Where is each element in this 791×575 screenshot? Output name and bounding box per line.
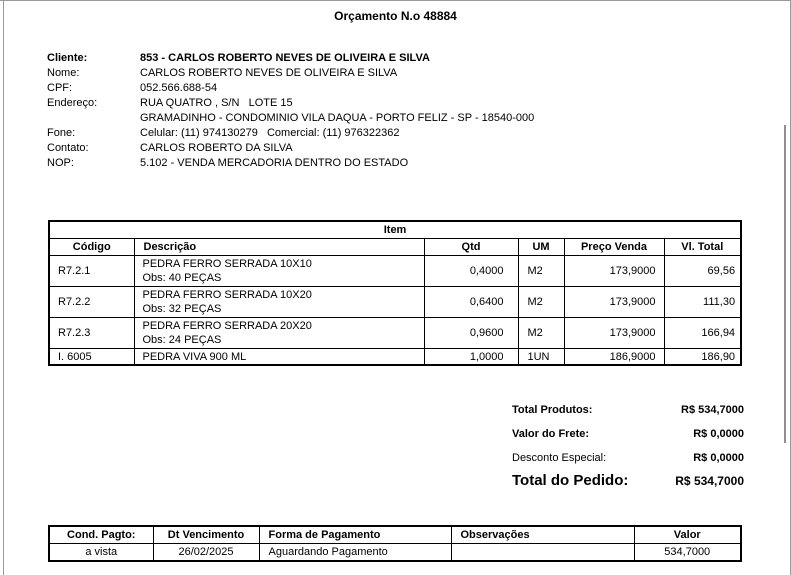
item-description: PEDRA FERRO SERRADA 10X20 [142, 289, 312, 301]
table-row [49, 544, 741, 562]
col-header-forma-pagamento: Forma de Pagamento [259, 526, 451, 544]
table-row [49, 349, 741, 366]
payment-cond: a vista [49, 544, 153, 562]
client-row [47, 96, 534, 111]
desconto-especial-value: R$ 0,0000 [693, 452, 744, 464]
client-field-value: RUA QUATRO , S/N LOTE 15 [140, 97, 293, 109]
item-price: 186,9000 [564, 349, 664, 366]
item-total: 111,30 [664, 287, 741, 318]
client-field-value: CARLOS ROBERTO NEVES DE OLIVEIRA E SILVA [140, 67, 398, 79]
client-row [47, 156, 534, 171]
client-field-label: Cliente: [47, 52, 88, 64]
client-field-label: Nome: [47, 67, 80, 79]
client-field-label: NOP: [47, 157, 74, 169]
payment-table [48, 525, 742, 562]
item-price: 173,9000 [564, 256, 664, 287]
col-header-dt-vencimento: Dt Vencimento [153, 526, 259, 544]
col-header-total: Vl. Total [664, 239, 741, 256]
item-qty: 1,0000 [424, 349, 518, 366]
item-obs: Obs: 32 PEÇAS [142, 303, 222, 315]
desconto-especial-label: Desconto Especial: [512, 452, 607, 464]
item-code: I. 6005 [49, 349, 134, 366]
item-price: 173,9000 [564, 318, 664, 349]
item-unit: 1UN [518, 349, 564, 366]
col-header-descricao: Descrição [134, 239, 424, 256]
client-field-value: 052.566.688-54 [140, 82, 218, 94]
item-description-cell [134, 256, 424, 287]
item-qty: 0,6400 [424, 287, 518, 318]
payment-header-row [49, 526, 741, 544]
page-title: Orçamento N.o 48884 [334, 9, 457, 23]
window-top-border [0, 0, 791, 1]
client-field-label: Contato: [47, 142, 89, 154]
item-total: 186,90 [664, 349, 741, 366]
col-header-qtd: Qtd [424, 239, 518, 256]
col-header-um: UM [518, 239, 564, 256]
valor-frete-value: R$ 0,0000 [693, 428, 744, 440]
totals-block [512, 404, 744, 499]
payment-observacoes [451, 544, 634, 562]
client-field-label: CPF: [47, 82, 73, 94]
client-field-value: GRAMADINHO - CONDOMINIO VILA DAQUA - PORTO FELIZ - SP - 18540-000 [140, 112, 535, 124]
client-row [47, 111, 534, 126]
item-code: R7.2.1 [49, 256, 134, 287]
client-row [47, 66, 534, 81]
payment-vencimento: 26/02/2025 [153, 544, 259, 562]
item-description: PEDRA FERRO SERRADA 10X10 [142, 258, 312, 270]
total-pedido-label: Total do Pedido: [512, 472, 629, 489]
client-row [47, 126, 534, 141]
item-description-cell [134, 318, 424, 349]
col-header-codigo: Código [49, 239, 134, 256]
item-unit: M2 [518, 256, 564, 287]
items-caption: Item [49, 221, 741, 239]
item-code: R7.2.3 [49, 318, 134, 349]
client-row [47, 81, 534, 96]
items-table [48, 220, 742, 366]
item-obs: Obs: 40 PEÇAS [142, 272, 222, 284]
total-produtos-label: Total Produtos: [512, 404, 593, 416]
table-row [49, 318, 741, 349]
table-row [49, 256, 741, 287]
col-header-preco: Preço Venda [564, 239, 664, 256]
item-description: PEDRA VIVA 900 ML [142, 350, 247, 363]
window-left-border [3, 0, 4, 575]
item-price: 173,9000 [564, 287, 664, 318]
item-obs: Obs: 24 PEÇAS [142, 334, 222, 346]
item-unit: M2 [518, 287, 564, 318]
client-field-label: Endereço: [47, 97, 98, 109]
valor-frete-row [512, 428, 744, 441]
item-unit: M2 [518, 318, 564, 349]
total-produtos-value: R$ 534,7000 [681, 404, 744, 416]
payment-valor: 534,7000 [634, 544, 741, 562]
client-row [47, 51, 534, 66]
payment-forma: Aguardando Pagamento [259, 544, 451, 562]
item-description-cell [134, 349, 424, 366]
client-field-value: CARLOS ROBERTO DA SILVA [140, 142, 293, 154]
table-row [49, 287, 741, 318]
item-total: 166,94 [664, 318, 741, 349]
client-field-value: 5.102 - VENDA MERCADORIA DENTRO DO ESTADO [140, 157, 409, 169]
client-info-block [47, 51, 534, 171]
valor-frete-label: Valor do Frete: [512, 428, 590, 440]
item-qty: 0,9600 [424, 318, 518, 349]
total-pedido-row [512, 474, 744, 488]
total-pedido-value: R$ 534,7000 [675, 474, 744, 488]
item-description-cell [134, 287, 424, 318]
total-produtos-row [512, 404, 744, 417]
client-field-label: Fone: [47, 127, 76, 139]
items-caption-row [49, 221, 741, 239]
col-header-valor: Valor [634, 526, 741, 544]
vertical-scrollbar-thumb[interactable] [784, 125, 786, 443]
items-header-row [49, 239, 741, 256]
col-header-cond-pagto: Cond. Pagto: [49, 526, 153, 544]
desconto-especial-row [512, 452, 744, 465]
client-field-value: Celular: (11) 974130279 Comercial: (11) 976322362 [140, 127, 400, 139]
item-description: PEDRA FERRO SERRADA 20X20 [142, 320, 312, 332]
col-header-observacoes: Observações [451, 526, 634, 544]
item-qty: 0,4000 [424, 256, 518, 287]
client-row [47, 141, 534, 156]
client-field-label [47, 111, 140, 126]
item-code: R7.2.2 [49, 287, 134, 318]
client-field-value: 853 - CARLOS ROBERTO NEVES DE OLIVEIRA E SILVA [140, 52, 430, 64]
item-total: 69,56 [664, 256, 741, 287]
